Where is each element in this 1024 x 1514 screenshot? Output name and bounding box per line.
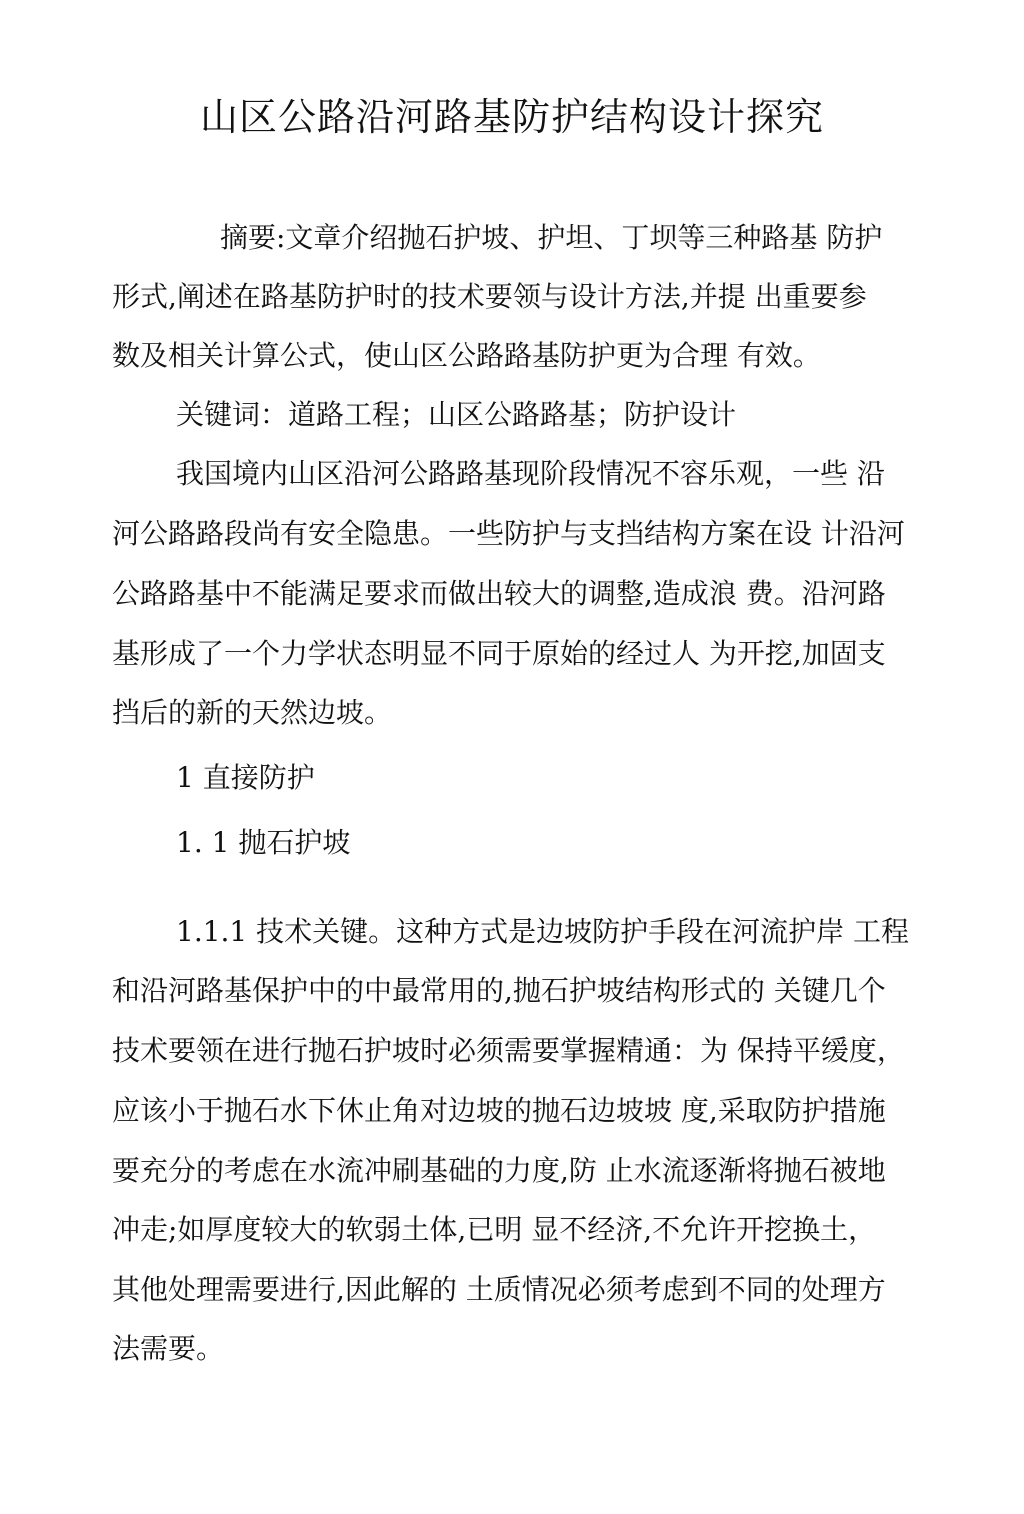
abstract-line-1: 摘要:文章介绍抛石护坡、护坦、丁坝等三种路基 防护	[220, 221, 883, 254]
technical-line-5: 要充分的考虑在水流冲刷基础的力度,防 止水流逐渐将抛石被地	[112, 1154, 886, 1187]
paragraph-line-2: 河公路路段尚有安全隐患。一些防护与支挡结构方案在设 计沿河	[112, 517, 905, 550]
abstract-line-3: 数及相关计算公式，使山区公路路基防护更为合理 有效。	[112, 339, 821, 372]
paragraph-line-4: 基形成了一个力学状态明显不同于原始的经过人 为开挖,加固支	[112, 637, 886, 670]
technical-line-7: 其他处理需要进行,因此解的 土质情况必须考虑到不同的处理方	[112, 1273, 886, 1306]
paragraph-line-5: 挡后的新的天然边坡。	[112, 696, 393, 729]
technical-line-6: 冲走;如厚度较大的软弱土体,已明 显不经济,不允许开挖换土，	[112, 1213, 877, 1246]
technical-line-4: 应该小于抛石水下休止角对边坡的抛石边坡坡 度,采取防护措施	[112, 1094, 886, 1127]
technical-line-3: 技术要领在进行抛石护坡时必须需要掌握精通：为 保持平缓度，	[112, 1034, 905, 1067]
paragraph-line-1: 我国境内山区沿河公路路基现阶段情况不容乐观，一些 沿	[176, 457, 885, 490]
section-heading: 1 直接防护	[176, 761, 315, 794]
abstract-line-2: 形式,阐述在路基防护时的技术要领与设计方法,并提 出重要参	[112, 280, 867, 313]
technical-line-2: 和沿河路基保护中的中最常用的,抛石护坡结构形式的 关键几个	[112, 974, 886, 1007]
paragraph-line-3: 公路路基中不能满足要求而做出较大的调整,造成浪 费。沿河路	[112, 577, 886, 610]
document-title: 山区公路沿河路基防护结构设计探究	[199, 95, 824, 139]
technical-line-1: 1.1.1 技术关键。这种方式是边坡防护手段在河流护岸 工程	[176, 915, 910, 948]
subsection-heading: 1. 1 抛石护坡	[176, 826, 351, 859]
technical-line-8: 法需要。	[112, 1332, 225, 1365]
keywords-line: 关键词：道路工程；山区公路路基；防护设计	[176, 398, 737, 431]
